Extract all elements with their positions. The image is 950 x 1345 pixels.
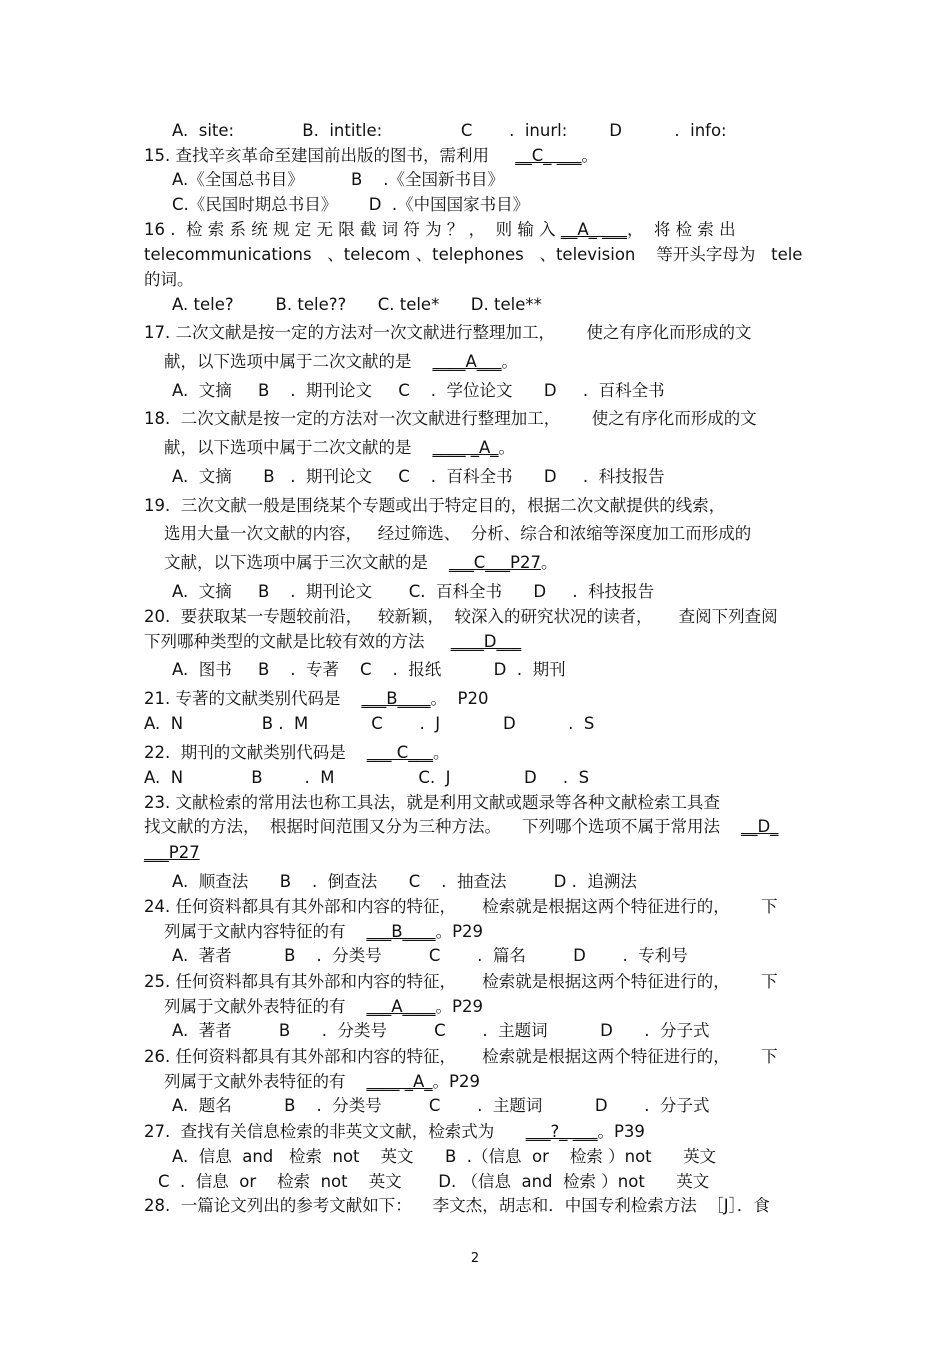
line-39: 27. 查找有关信息检索的非英文文献，检索式为 ___?_ ___。P39 bbox=[144, 1122, 645, 1141]
line-17: 文献，以下选项中属于三次文献的是 ___C___P27。 bbox=[164, 553, 558, 572]
line-23: A. N B . M C . J D . S bbox=[144, 714, 595, 733]
line-30: 24. 任何资料都具有其外部和内容的特征， 检索就是根据这两个特征进行的， 下 bbox=[144, 897, 778, 916]
line-25: A. N B . M C. J D . S bbox=[144, 768, 590, 787]
line-31: 列属于文献内容特征的有 ___B____。P29 bbox=[164, 922, 484, 941]
line-13: 献，以下选项中属于二次文献的是 ____ _A_。 bbox=[164, 438, 516, 457]
line-35: A. 著者 B . 分类号 C . 主题词 D . 分子式 bbox=[172, 1021, 710, 1040]
line-20: 下列哪种类型的文献是比较有效的方法 ____D___ bbox=[144, 632, 522, 651]
line-24: 22. 期刊的文献类别代码是 ___ C___。 bbox=[144, 743, 450, 762]
line-27: 找文献的方法， 根据时间范围又分为三种方法。 下列哪个选项不属于常用法 __D_ bbox=[144, 817, 779, 836]
line-26: 23. 文献检索的常用法也称工具法，就是利用文献或题录等各种文献检索工具查 bbox=[144, 793, 720, 812]
line-7: 的词。 bbox=[144, 270, 194, 289]
line-28: ___P27 bbox=[144, 843, 200, 862]
line-38: A. 题名 B . 分类号 C . 主题词 D . 分子式 bbox=[172, 1096, 710, 1115]
line-6: telecommunications 、telecom 、telephones 、television 等开头字母为 tele bbox=[144, 245, 803, 264]
line-29: A. 顺查法 B . 倒查法 C . 抽查法 D . 追溯法 bbox=[172, 872, 637, 891]
line-16: 选用大量一次文献的内容， 经过筛选、 分析、综合和浓缩等深度加工而形成的 bbox=[164, 524, 752, 543]
line-19: 20. 要获取某一专题较前沿， 较新颖， 较深入的研究状况的读者， 查阅下列查阅 bbox=[144, 607, 778, 626]
line-10: 献，以下选项中属于二次文献的是 ____A___。 bbox=[164, 352, 519, 371]
line-3: A.《全国总书目》 B .《全国新书目》 bbox=[172, 170, 504, 189]
line-12: 18. 二次文献是按一定的方法对一次文献进行整理加工， 使之有序化而形成的文 bbox=[144, 409, 757, 428]
line-36: 26. 任何资料都具有其外部和内容的特征， 检索就是根据这两个特征进行的， 下 bbox=[144, 1047, 778, 1066]
line-41: C . 信息 or 检索 not 英文 D. （信息 and 检索 ）not 英文 bbox=[158, 1172, 710, 1191]
line-1: A. site: B. intitle: C . inurl: D . info: bbox=[172, 121, 727, 140]
line-18: A. 文摘 B . 期刊论文 C. 百科全书 D . 科技报告 bbox=[172, 582, 655, 601]
line-32: A. 著者 B . 分类号 C . 篇名 D . 专利号 bbox=[172, 946, 688, 965]
line-42: 28. 一篇论文列出的参考文献如下： 李文杰，胡志和．中国专利检索方法 ［J］．食 bbox=[144, 1196, 770, 1215]
line-14: A. 文摘 B . 期刊论文 C . 百科全书 D . 科技报告 bbox=[172, 467, 665, 486]
page-number: 2 bbox=[470, 1251, 480, 1266]
line-5: 16 . 检 索 系 统 规 定 无 限 截 词 符 为 ？ ， 则 输 入 __A_ ___， 将 检 索 出 bbox=[144, 220, 736, 239]
line-4: C.《民国时期总书目》 D .《中国国家书目》 bbox=[172, 195, 530, 214]
line-8: A. tele? B. tele?? C. tele* D. tele** bbox=[172, 295, 542, 314]
line-9: 17. 二次文献是按一定的方法对一次文献进行整理加工， 使之有序化而形成的文 bbox=[144, 323, 752, 342]
line-2: 15. 查找辛亥革命至建国前出版的图书，需利用 __C_ ___。 bbox=[144, 146, 598, 165]
line-37: 列属于文献外表特征的有 ____ _A_。P29 bbox=[164, 1072, 480, 1091]
line-21: A. 图书 B . 专著 C . 报纸 D . 期刊 bbox=[172, 660, 566, 679]
line-15: 19. 三次文献一般是围绕某个专题或出于特定目的，根据二次文献提供的线索， bbox=[144, 496, 726, 515]
line-40: A. 信息 and 检索 not 英文 B .（信息 or 检索 ）not 英文 bbox=[172, 1147, 717, 1166]
line-33: 25. 任何资料都具有其外部和内容的特征， 检索就是根据这两个特征进行的， 下 bbox=[144, 972, 778, 991]
line-34: 列属于文献外表特征的有 ___A____。P29 bbox=[164, 997, 483, 1016]
line-22: 21. 专著的文献类别代码是 ___B____。 P20 bbox=[144, 689, 489, 708]
line-11: A. 文摘 B . 期刊论文 C . 学位论文 D . 百科全书 bbox=[172, 381, 665, 400]
